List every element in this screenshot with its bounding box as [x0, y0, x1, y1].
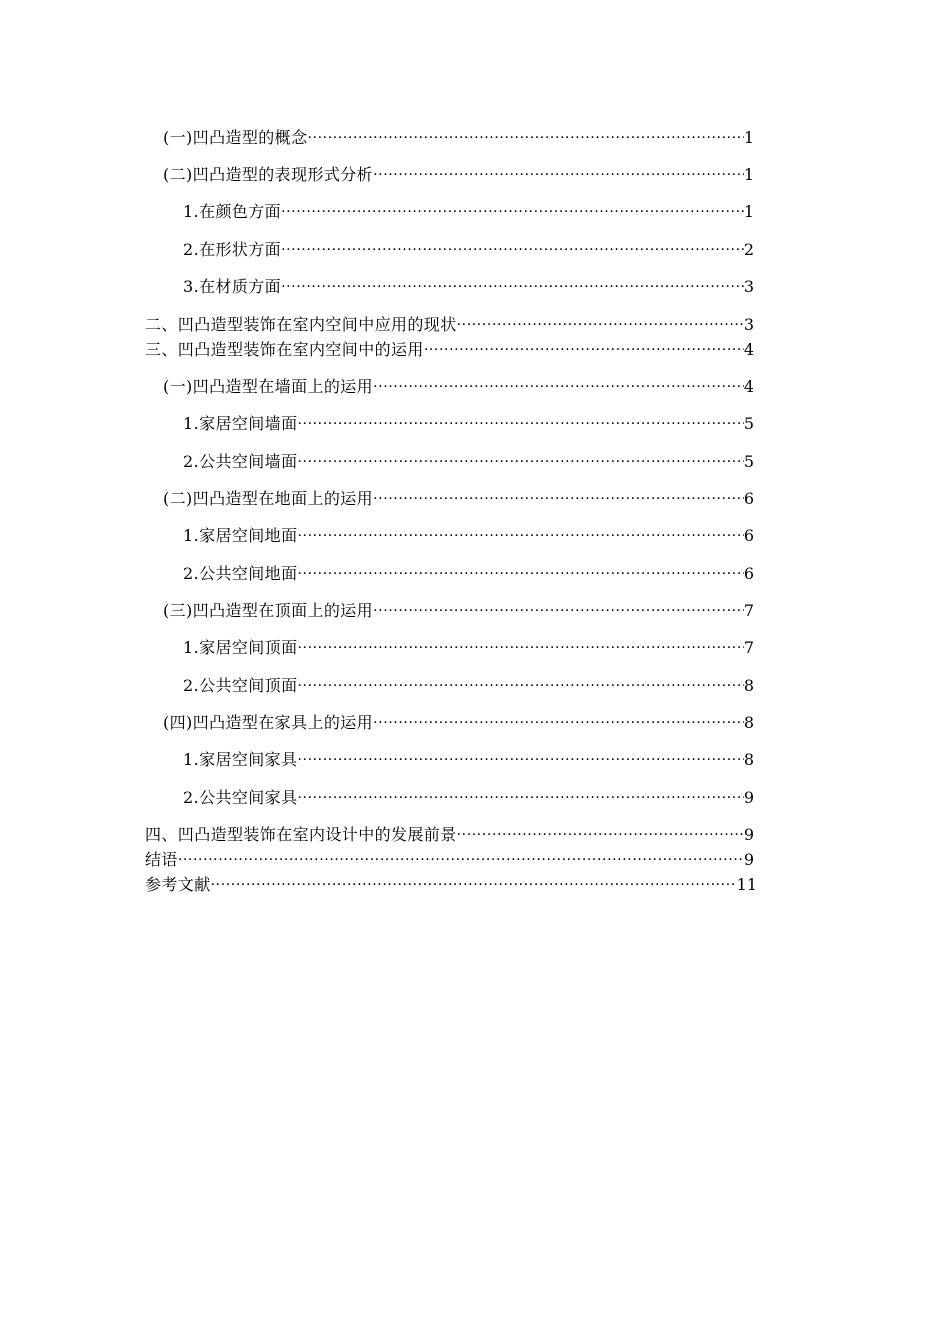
toc-entry-title: 三、凹凸造型装饰在室内空间中的运用 — [145, 340, 424, 359]
toc-entry[interactable] — [163, 373, 754, 397]
toc-dot-leader — [373, 601, 744, 621]
toc-entry-page: 6 — [743, 526, 754, 545]
toc-entry-page: 6 — [743, 489, 754, 508]
toc-entry-page: 3 — [743, 315, 754, 334]
toc-dot-leader — [297, 414, 743, 434]
toc-entry[interactable] — [183, 784, 754, 808]
toc-entry[interactable] — [183, 236, 754, 260]
toc-entry-title: (二)凹凸造型在地面上的运用 — [163, 489, 374, 508]
toc-dot-leader — [457, 315, 744, 335]
toc-entry-title: (一)凹凸造型在墙面上的运用 — [163, 377, 374, 396]
toc-dot-leader — [297, 676, 743, 696]
toc-entry[interactable] — [183, 634, 754, 658]
toc-entry-title: 结语 — [145, 850, 178, 869]
toc-entry-title: (二)凹凸造型的表现形式分析 — [163, 165, 374, 184]
toc-entry-page: 1 — [743, 202, 754, 221]
toc-dot-leader — [297, 452, 743, 472]
toc-entry-page: 7 — [743, 601, 754, 620]
toc-entry[interactable] — [145, 821, 754, 845]
toc-entry-page: 1 — [743, 165, 754, 184]
toc-entry[interactable] — [183, 560, 754, 584]
toc-entry-title: 二、凹凸造型装饰在室内空间中应用的现状 — [145, 315, 457, 334]
toc-entry-title: 1.家居空间地面 — [183, 526, 298, 545]
toc-dot-leader — [424, 340, 744, 360]
toc-entry-page: 3 — [743, 277, 754, 296]
toc-entry[interactable] — [163, 161, 754, 185]
toc-entry-title: 1.家居空间顶面 — [183, 638, 298, 657]
toc-entry[interactable] — [145, 311, 754, 335]
toc-entry-page: 8 — [743, 676, 754, 695]
toc-dot-leader — [297, 526, 743, 546]
toc-dot-leader — [373, 165, 744, 185]
toc-dot-leader — [297, 788, 743, 808]
toc-entry-title: 1.在颜色方面 — [183, 202, 282, 221]
toc-dot-leader — [457, 825, 744, 845]
toc-entry-page: 8 — [743, 750, 754, 769]
toc-dot-leader — [281, 277, 744, 297]
toc-dot-leader — [211, 875, 737, 895]
toc-dot-leader — [297, 564, 743, 584]
toc-entry-page: 11 — [736, 875, 757, 894]
toc-entry-title: 参考文献 — [145, 875, 211, 894]
toc-entry[interactable] — [183, 522, 754, 546]
toc-entry[interactable] — [183, 448, 754, 472]
toc-entry[interactable] — [145, 871, 757, 895]
toc-entry-title: (四)凹凸造型在家具上的运用 — [163, 713, 374, 732]
toc-entry[interactable] — [183, 672, 754, 696]
toc-entry-page: 1 — [743, 128, 754, 147]
toc-entry-page: 9 — [743, 825, 754, 844]
toc-entry-title: (三)凹凸造型在顶面上的运用 — [163, 601, 374, 620]
toc-entry[interactable] — [183, 746, 754, 770]
toc-entry-page: 9 — [743, 788, 754, 807]
toc-entry-page: 7 — [743, 638, 754, 657]
toc-entry-title: 2.公共空间地面 — [183, 564, 298, 583]
toc-entry[interactable] — [163, 709, 754, 733]
toc-entry-page: 8 — [743, 713, 754, 732]
toc-dot-leader — [297, 750, 743, 770]
toc-entry[interactable] — [183, 273, 754, 297]
toc-entry-page: 5 — [743, 414, 754, 433]
toc-entry-title: 四、凹凸造型装饰在室内设计中的发展前景 — [145, 825, 457, 844]
toc-entry[interactable] — [163, 485, 754, 509]
toc-entry[interactable] — [163, 124, 754, 148]
toc-entry-page: 2 — [743, 240, 754, 259]
toc-dot-leader — [178, 850, 744, 870]
toc-entry[interactable] — [183, 198, 754, 222]
toc-dot-leader — [308, 128, 744, 148]
toc-dot-leader — [281, 240, 744, 260]
toc-dot-leader — [281, 202, 744, 222]
toc-entry-title: 1.家居空间家具 — [183, 750, 298, 769]
toc-entry-page: 4 — [743, 377, 754, 396]
toc-entry-title: 1.家居空间墙面 — [183, 414, 298, 433]
toc-dot-leader — [373, 713, 744, 733]
toc-entry-title: 2.在形状方面 — [183, 240, 282, 259]
toc-entry[interactable] — [145, 846, 754, 870]
toc-dot-leader — [297, 638, 743, 658]
toc-entry-title: 3.在材质方面 — [183, 277, 282, 296]
toc-entry-page: 9 — [743, 850, 754, 869]
toc-entry-page: 6 — [743, 564, 754, 583]
toc-entry-page: 4 — [743, 340, 754, 359]
toc-dot-leader — [373, 489, 744, 509]
toc-entry-title: 2.公共空间墙面 — [183, 452, 298, 471]
toc-entry[interactable] — [183, 410, 754, 434]
toc-entry-title: (一)凹凸造型的概念 — [163, 128, 308, 147]
toc-entry[interactable] — [163, 597, 754, 621]
toc-entry-title: 2.公共空间顶面 — [183, 676, 298, 695]
toc-entry[interactable] — [145, 336, 754, 360]
toc-entry-title: 2.公共空间家具 — [183, 788, 298, 807]
toc-dot-leader — [373, 377, 744, 397]
toc-entry-page: 5 — [743, 452, 754, 471]
